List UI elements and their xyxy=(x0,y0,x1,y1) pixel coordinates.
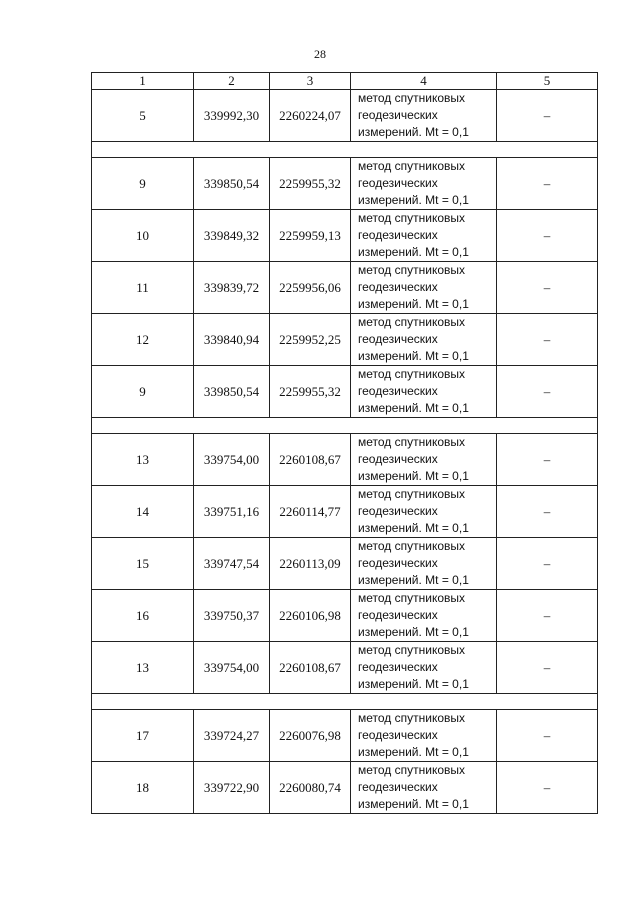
table-row xyxy=(92,538,598,590)
method-cell xyxy=(351,314,497,366)
column-header-4: 4 xyxy=(351,73,497,90)
method-cell xyxy=(351,710,497,762)
description-cell: – xyxy=(497,366,598,418)
method-line: геодезических xyxy=(358,556,438,570)
method-line: измерений. Mt = 0,1 xyxy=(358,401,469,415)
point-number-cell: 10 xyxy=(92,210,194,262)
description-cell: – xyxy=(497,538,598,590)
column-header-2: 2 xyxy=(194,73,270,90)
description-cell: – xyxy=(497,434,598,486)
y-coordinate-cell: 2260113,09 xyxy=(270,538,351,590)
y-coordinate-cell: 2260224,07 xyxy=(270,90,351,142)
description-cell: – xyxy=(497,642,598,694)
y-coordinate-cell: 2259952,25 xyxy=(270,314,351,366)
separator-row xyxy=(92,142,598,158)
method-line: измерений. Mt = 0,1 xyxy=(358,521,469,535)
x-coordinate-cell: 339722,90 xyxy=(194,762,270,814)
method-line: геодезических xyxy=(358,228,438,242)
method-line: измерений. Mt = 0,1 xyxy=(358,349,469,363)
method-line: геодезических xyxy=(358,728,438,742)
method-line: метод спутниковых xyxy=(358,763,466,777)
method-line: метод спутниковых xyxy=(358,487,466,501)
x-coordinate-cell: 339849,32 xyxy=(194,210,270,262)
method-line: измерений. Mt = 0,1 xyxy=(358,469,469,483)
method-cell xyxy=(351,762,497,814)
table-row xyxy=(92,642,598,694)
method-line: геодезических xyxy=(358,780,438,794)
x-coordinate-cell: 339840,94 xyxy=(194,314,270,366)
method-line: геодезических xyxy=(358,332,438,346)
x-coordinate-cell: 339747,54 xyxy=(194,538,270,590)
point-number-cell: 13 xyxy=(92,434,194,486)
method-line: метод спутниковых xyxy=(358,91,466,105)
x-coordinate-cell: 339754,00 xyxy=(194,642,270,694)
description-cell: – xyxy=(497,762,598,814)
description-cell: – xyxy=(497,486,598,538)
method-line: геодезических xyxy=(358,280,438,294)
point-number-cell: 13 xyxy=(92,642,194,694)
method-line: измерений. Mt = 0,1 xyxy=(358,125,469,139)
method-line: метод спутниковых xyxy=(358,263,466,277)
method-line: геодезических xyxy=(358,452,438,466)
method-line: метод спутниковых xyxy=(358,435,466,449)
point-number-cell: 9 xyxy=(92,366,194,418)
point-number-cell: 5 xyxy=(92,90,194,142)
coordinates-table xyxy=(91,72,598,814)
method-line: геодезических xyxy=(358,608,438,622)
point-number-cell: 11 xyxy=(92,262,194,314)
method-line: геодезических xyxy=(358,660,438,674)
point-number-cell: 15 xyxy=(92,538,194,590)
method-line: измерений. Mt = 0,1 xyxy=(358,797,469,811)
method-line: метод спутниковых xyxy=(358,159,466,173)
description-cell: – xyxy=(497,158,598,210)
description-cell: – xyxy=(497,314,598,366)
method-line: метод спутниковых xyxy=(358,539,466,553)
point-number-cell: 18 xyxy=(92,762,194,814)
method-line: геодезических xyxy=(358,176,438,190)
description-cell: – xyxy=(497,90,598,142)
point-number-cell: 17 xyxy=(92,710,194,762)
table-row xyxy=(92,262,598,314)
method-cell xyxy=(351,642,497,694)
method-cell xyxy=(351,158,497,210)
method-cell xyxy=(351,262,497,314)
method-line: геодезических xyxy=(358,504,438,518)
point-number-cell: 9 xyxy=(92,158,194,210)
table-row xyxy=(92,590,598,642)
separator-row xyxy=(92,694,598,710)
table-row xyxy=(92,158,598,210)
x-coordinate-cell: 339839,72 xyxy=(194,262,270,314)
page-number: 28 xyxy=(314,47,326,61)
description-cell: – xyxy=(497,710,598,762)
description-cell: – xyxy=(497,262,598,314)
header-row xyxy=(92,73,598,90)
point-number-cell: 12 xyxy=(92,314,194,366)
table-row xyxy=(92,710,598,762)
method-line: измерений. Mt = 0,1 xyxy=(358,677,469,691)
description-cell: – xyxy=(497,590,598,642)
table-row xyxy=(92,314,598,366)
method-line: метод спутниковых xyxy=(358,367,466,381)
separator-cell xyxy=(92,694,598,710)
y-coordinate-cell: 2260114,77 xyxy=(270,486,351,538)
x-coordinate-cell: 339754,00 xyxy=(194,434,270,486)
x-coordinate-cell: 339724,27 xyxy=(194,710,270,762)
method-line: метод спутниковых xyxy=(358,643,466,657)
y-coordinate-cell: 2260080,74 xyxy=(270,762,351,814)
x-coordinate-cell: 339850,54 xyxy=(194,158,270,210)
y-coordinate-cell: 2259955,32 xyxy=(270,366,351,418)
method-line: метод спутниковых xyxy=(358,711,466,725)
method-line: метод спутниковых xyxy=(358,211,466,225)
separator-row xyxy=(92,418,598,434)
method-cell xyxy=(351,486,497,538)
method-line: метод спутниковых xyxy=(358,591,466,605)
table-row xyxy=(92,366,598,418)
method-cell xyxy=(351,434,497,486)
x-coordinate-cell: 339750,37 xyxy=(194,590,270,642)
method-cell xyxy=(351,90,497,142)
method-cell xyxy=(351,210,497,262)
y-coordinate-cell: 2260106,98 xyxy=(270,590,351,642)
method-line: измерений. Mt = 0,1 xyxy=(358,745,469,759)
method-line: геодезических xyxy=(358,108,438,122)
table-row xyxy=(92,434,598,486)
table-row xyxy=(92,90,598,142)
method-cell xyxy=(351,366,497,418)
y-coordinate-cell: 2260076,98 xyxy=(270,710,351,762)
column-header-3: 3 xyxy=(270,73,351,90)
separator-cell xyxy=(92,418,598,434)
method-line: измерений. Mt = 0,1 xyxy=(358,625,469,639)
y-coordinate-cell: 2259959,13 xyxy=(270,210,351,262)
point-number-cell: 16 xyxy=(92,590,194,642)
y-coordinate-cell: 2259956,06 xyxy=(270,262,351,314)
column-header-1: 1 xyxy=(92,73,194,90)
point-number-cell: 14 xyxy=(92,486,194,538)
method-line: геодезических xyxy=(358,384,438,398)
x-coordinate-cell: 339850,54 xyxy=(194,366,270,418)
y-coordinate-cell: 2260108,67 xyxy=(270,642,351,694)
method-line: измерений. Mt = 0,1 xyxy=(358,573,469,587)
table-row xyxy=(92,762,598,814)
method-line: метод спутниковых xyxy=(358,315,466,329)
method-cell xyxy=(351,590,497,642)
column-header-5: 5 xyxy=(497,73,598,90)
y-coordinate-cell: 2260108,67 xyxy=(270,434,351,486)
method-line: измерений. Mt = 0,1 xyxy=(358,245,469,259)
x-coordinate-cell: 339992,30 xyxy=(194,90,270,142)
method-line: измерений. Mt = 0,1 xyxy=(358,297,469,311)
method-cell xyxy=(351,538,497,590)
separator-cell xyxy=(92,142,598,158)
y-coordinate-cell: 2259955,32 xyxy=(270,158,351,210)
table-row xyxy=(92,210,598,262)
method-line: измерений. Mt = 0,1 xyxy=(358,193,469,207)
x-coordinate-cell: 339751,16 xyxy=(194,486,270,538)
table-row xyxy=(92,486,598,538)
description-cell: – xyxy=(497,210,598,262)
